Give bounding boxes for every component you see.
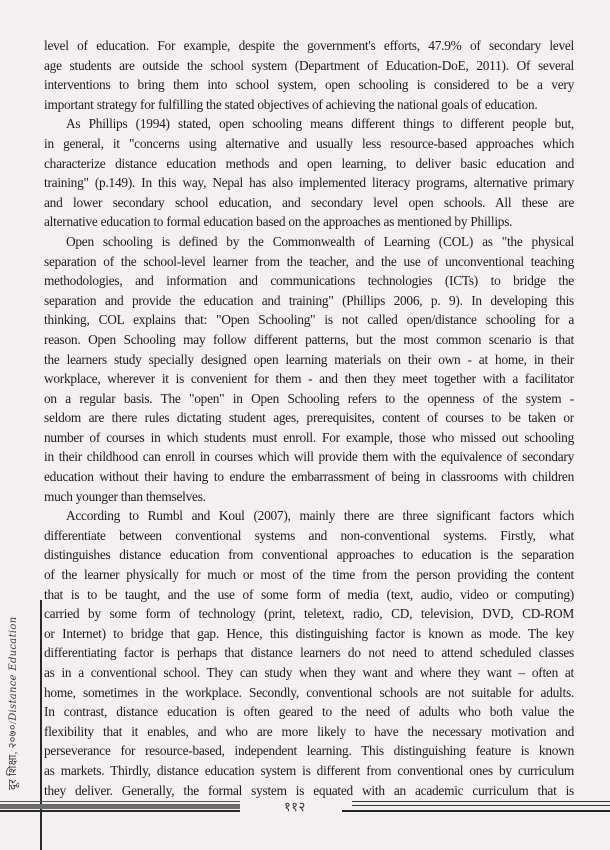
text-line: characterize distance education methods and open learning, to deliver basic education and: [44, 155, 574, 171]
text-line: flexibility that it enables, and who are more likely to have the necessary motivation and: [44, 723, 574, 739]
text-line: as in a conventional school. They can study when they want and where they want – often at: [44, 665, 574, 680]
text-line: thinking, COL explains that: "Open Schooling" is not called open/distance schooling for a: [44, 312, 574, 328]
text-line: In contrast, distance education is often geared to the need of adults who both value the: [44, 704, 574, 720]
page-number: ११२: [284, 800, 306, 815]
text-line: in general, it "concerns using alternative and usually less resource-based approaches which: [44, 135, 574, 151]
text-line: differentiate between conventional systems and non-conventional systems. Firstly, what: [44, 527, 574, 543]
text-line: seldom are there rules dictating student ages, prerequisites, content of courses to be taken or: [44, 410, 574, 426]
text-line: As Phillips (1994) stated, open schooling means different things to different people but,: [66, 116, 574, 132]
text-line: age students are outside the school system (Department of Education-DoE, 2011). Of several: [44, 57, 574, 73]
text-line: interventions to bring them into school system, open schooling is considered to be a very: [44, 77, 574, 93]
text-line: According to Rumbl and Koul (2007), mainly there are three significant factors which: [66, 508, 574, 524]
text-line: of the learner physically for much or most of the time from the person providing the content: [44, 567, 574, 583]
text-line: number of courses in which students must enroll. For example, those who missed out schooling: [44, 429, 574, 445]
text-line: they deliver. Generally, the formal system is equated with an academic curriculum that is: [44, 782, 574, 798]
text-line: on a regular basis. The "open" in Open Schooling refers to the openness of the system -: [44, 390, 574, 406]
text-line: important strategy for fulfilling the stated objectives of achieving the national goals of education.: [44, 96, 538, 112]
text-line: separation and provide the education and training" (Phillips 2006, p. 9). In developing this: [44, 292, 574, 308]
text-line: Open schooling is defined by the Commonwealth of Learning (COL) as "the physical: [66, 233, 574, 249]
text-line: carried by some form of technology (print, teletext, radio, CD, television, DVD, CD-ROM: [44, 606, 574, 622]
text-line: level of education. For example, despite the government's efforts, 47.9% of secondary level: [44, 38, 574, 53]
text-line: differentiating factor is perhaps that distance learners do not need to attend scheduled classes: [44, 645, 574, 661]
text-line: training" (p.149). In this way, Nepal has also implemented literacy programs, alternative primary: [44, 175, 574, 191]
journal-caption-devanagari: दूर शिक्षा, २०७०/: [7, 720, 19, 790]
text-line: or Internet) to bridge that gap. Hence, this distinguishing factor is known as mode. The key: [44, 625, 574, 641]
text-line: as markets. Thirdly, distance education system is different from conventional ones by curriculum: [44, 762, 574, 778]
text-line: that is to be taught, and the use of some form of media (text, audio, video or computing): [44, 586, 574, 602]
journal-caption-english: Distance Education: [8, 616, 19, 721]
text-line: much younger than themselves.: [44, 488, 206, 504]
text-line: in their childhood can enroll in courses which will provide them with the equivalence of secondary: [44, 449, 574, 465]
text-line: workplace, wherever it is convenient for them - and then they meet together with a facilitator: [44, 371, 574, 387]
footer-rule-left: [0, 801, 240, 812]
text-line: separation of the school-level learner from the teacher, and the use of unconventional teaching: [44, 253, 574, 269]
text-line: the learners study specially designed open learning materials on their own - at home, in their: [44, 351, 574, 367]
text-line: home, sometimes in the workplace. Secondly, conventional schools are not suitable for adults.: [44, 684, 574, 700]
text-line: methodologies, and information and communications technologies (ICTs) to bridge the: [44, 273, 574, 289]
footer-rule-right: [342, 801, 610, 812]
text-line: and lower secondary school education, and secondary level open schools. All these are: [44, 194, 574, 210]
text-line: education without their having to endure the embarrassment of being in classrooms with children: [44, 469, 574, 485]
journal-side-caption: [5, 617, 20, 790]
text-line: reason. Open Schooling may follow different patterns, but the most common scenario is that: [44, 331, 574, 347]
text-line: alternative education to formal education based on the approaches as mentioned by Phillips.: [44, 214, 513, 230]
margin-rule: [40, 600, 42, 850]
text-line: distinguishes distance education from conventional approaches to education is the separation: [44, 547, 574, 563]
text-line: perseverance for resource-based, independent learning. This distinguishing feature is known: [44, 743, 574, 759]
body-text: [44, 36, 574, 800]
